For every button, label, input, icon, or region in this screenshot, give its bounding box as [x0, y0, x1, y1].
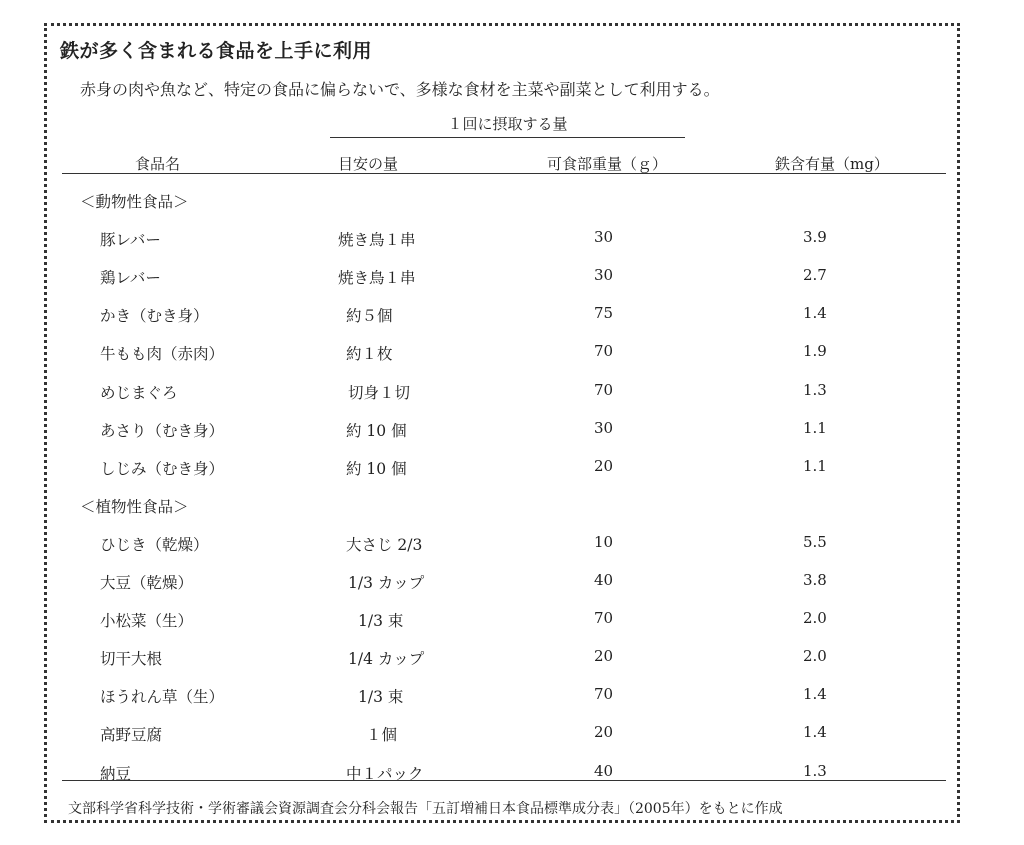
cell-food: 納豆: [100, 764, 132, 783]
cell-weight: 70: [594, 342, 614, 361]
cell-weight: 30: [594, 228, 614, 247]
cell-food: 切干大根: [100, 650, 163, 669]
cell-amount: 約 10 個: [346, 421, 407, 440]
cell-amount: 約５個: [346, 307, 393, 326]
cell-iron: 1.4: [803, 304, 827, 323]
cell-weight: 70: [594, 380, 614, 399]
cell-weight: 20: [594, 723, 614, 742]
cell-weight: 75: [594, 304, 614, 323]
document-subtitle: 赤身の肉や魚など、特定の食品に偏らないで、多様な食材を主菜や副菜として利用する。: [80, 80, 720, 99]
cell-iron: 1.9: [803, 342, 827, 361]
section-label: ＜植物性食品＞: [80, 497, 189, 516]
cell-food: かき（むき身）: [100, 307, 209, 326]
cell-iron: 5.5: [803, 532, 827, 551]
cell-weight: 20: [594, 647, 614, 666]
cell-iron: 3.9: [803, 228, 827, 247]
cell-iron: 1.3: [803, 761, 827, 780]
cell-food: しじみ（むき身）: [100, 459, 225, 478]
cell-food: 豚レバー: [100, 231, 161, 250]
cell-weight: 40: [594, 571, 614, 589]
cell-iron: 2.7: [803, 266, 827, 285]
cell-weight: 10: [594, 532, 614, 551]
source-note: 文部科学省科学技術・学術審議会資源調査会分科会報告「五訂増補日本食品標準成分表」（2005年）をもとに作成: [68, 801, 783, 817]
cell-food: めじまぐろ: [100, 383, 178, 402]
cell-amount: 切身１切: [348, 383, 411, 402]
cell-weight: 20: [594, 456, 614, 475]
cell-food: ほうれん草（生）: [100, 688, 225, 707]
cell-iron: 2.0: [803, 647, 827, 666]
cell-weight: 70: [594, 609, 614, 628]
cell-weight: 70: [594, 685, 614, 704]
cell-food: 大豆（乾燥）: [100, 574, 194, 592]
cell-food: ひじき（乾燥）: [100, 535, 209, 554]
cell-amount: １個: [366, 726, 398, 745]
header-rule: [62, 173, 946, 174]
cell-amount: 約１枚: [346, 345, 393, 364]
cell-amount: 約 10 個: [346, 459, 407, 478]
cell-food: 鶏レバー: [100, 269, 161, 288]
cell-food: 高野豆腐: [100, 726, 163, 745]
cell-weight: 40: [594, 761, 614, 780]
cell-food: あさり（むき身）: [100, 421, 225, 440]
cell-amount: 1/3 束: [358, 612, 404, 631]
cell-weight: 30: [594, 418, 614, 437]
cell-iron: 2.0: [803, 609, 827, 628]
cell-iron: 1.3: [803, 380, 827, 399]
section-label: ＜動物性食品＞: [80, 193, 189, 211]
intake-group-header: １回に摂取する量: [330, 113, 685, 138]
cell-amount: 大さじ 2/3: [346, 535, 423, 554]
column-header-iron: 鉄含有量（mg）: [775, 155, 889, 173]
cell-food: 牛もも肉（赤肉）: [100, 345, 225, 364]
cell-iron: 1.1: [803, 456, 827, 475]
document-title: 鉄が多く含まれる食品を上手に利用: [60, 40, 373, 62]
cell-amount: 1/3 カップ: [348, 574, 425, 592]
cell-food: 小松菜（生）: [100, 612, 194, 631]
cell-iron: 1.4: [803, 723, 827, 742]
cell-iron: 1.1: [803, 418, 827, 437]
cell-amount: 焼き鳥１串: [338, 269, 416, 288]
cell-amount: 1/4 カップ: [348, 650, 425, 669]
cell-amount: 焼き鳥１串: [338, 231, 416, 250]
cell-weight: 30: [594, 266, 614, 285]
cell-amount: 中１パック: [346, 764, 424, 783]
bottom-rule: [62, 780, 946, 781]
column-header-food: 食品名: [135, 155, 181, 173]
cell-iron: 1.4: [803, 685, 827, 704]
column-header-weight: 可食部重量（ｇ）: [547, 155, 668, 173]
cell-amount: 1/3 束: [358, 688, 404, 707]
cell-iron: 3.8: [803, 571, 827, 589]
column-header-amount: 目安の量: [338, 155, 399, 173]
